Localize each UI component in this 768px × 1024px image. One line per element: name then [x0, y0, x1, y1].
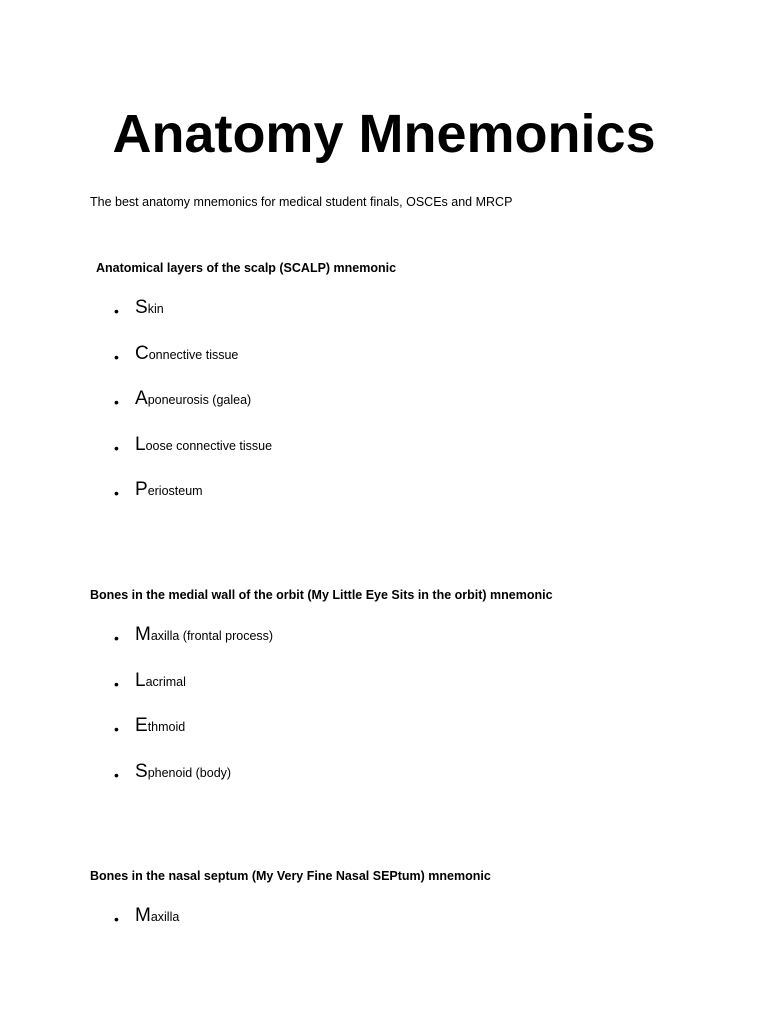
list-item-text: [135, 295, 164, 322]
page-subtitle: The best anatomy mnemonics for medical student finals, OSCEs and MRCP: [90, 195, 513, 209]
item-rest: axilla: [150, 910, 180, 924]
item-rest: thmoid: [147, 720, 186, 734]
item-initial: C: [135, 342, 149, 364]
list-item-text: [135, 386, 251, 413]
item-initial: P: [135, 479, 148, 500]
list-item: [0, 386, 768, 432]
item-initial: M: [135, 624, 151, 645]
item-initial: S: [135, 760, 148, 782]
list-item: [0, 295, 768, 341]
list-item-text: [135, 432, 272, 459]
list-item-text: [135, 713, 185, 740]
list-item-text: [135, 903, 179, 930]
bullet-icon: •: [114, 630, 119, 646]
item-rest: onnective tissue: [148, 347, 239, 362]
bullet-icon: •: [114, 675, 119, 692]
list-nasal-septum-bones: [0, 903, 768, 949]
list-item: [0, 903, 768, 949]
bullet-icon: •: [114, 911, 119, 927]
bullet-icon: •: [114, 485, 119, 501]
item-rest: oose connective tissue: [145, 438, 273, 453]
item-initial: L: [135, 433, 146, 455]
list-item: [0, 668, 768, 714]
section-heading-orbit: Bones in the medial wall of the orbit (My Little Eye Sits in the orbit) mnemonic: [90, 588, 553, 602]
item-rest: acrimal: [145, 674, 186, 689]
list-item-text: [135, 341, 238, 368]
list-item-text: [135, 477, 203, 504]
list-item-text: [135, 668, 186, 695]
bullet-icon: •: [114, 303, 119, 319]
item-rest: eriosteum: [147, 484, 203, 498]
item-initial: M: [135, 905, 151, 926]
item-rest: kin: [147, 302, 164, 316]
list-item: [0, 759, 768, 805]
section-heading-scalp: Anatomical layers of the scalp (SCALP) mnemonic: [96, 261, 397, 275]
list-item-text: [135, 622, 273, 649]
list-orbit-bones: [0, 622, 768, 804]
item-initial: S: [135, 297, 148, 318]
section-heading-nasal-septum: Bones in the nasal septum (My Very Fine Nasal SEPtum) mnemonic: [90, 869, 491, 883]
bullet-icon: •: [114, 766, 119, 783]
list-item: [0, 432, 768, 478]
item-initial: E: [135, 715, 148, 736]
item-rest: phenoid (body): [147, 765, 232, 780]
item-initial: L: [135, 669, 146, 691]
list-item: [0, 622, 768, 668]
bullet-icon: •: [114, 439, 119, 456]
list-scalp-layers: [0, 295, 768, 523]
bullet-icon: •: [114, 721, 119, 737]
bullet-icon: •: [114, 348, 119, 365]
item-initial: A: [135, 388, 148, 409]
item-rest: axilla (frontal process): [150, 629, 274, 643]
list-item: [0, 713, 768, 759]
list-item: [0, 341, 768, 387]
bullet-icon: •: [114, 394, 119, 410]
list-item: [0, 477, 768, 523]
page-title: Anatomy Mnemonics: [112, 104, 656, 164]
item-rest: poneurosis (galea): [147, 393, 252, 407]
list-item-text: [135, 759, 231, 786]
